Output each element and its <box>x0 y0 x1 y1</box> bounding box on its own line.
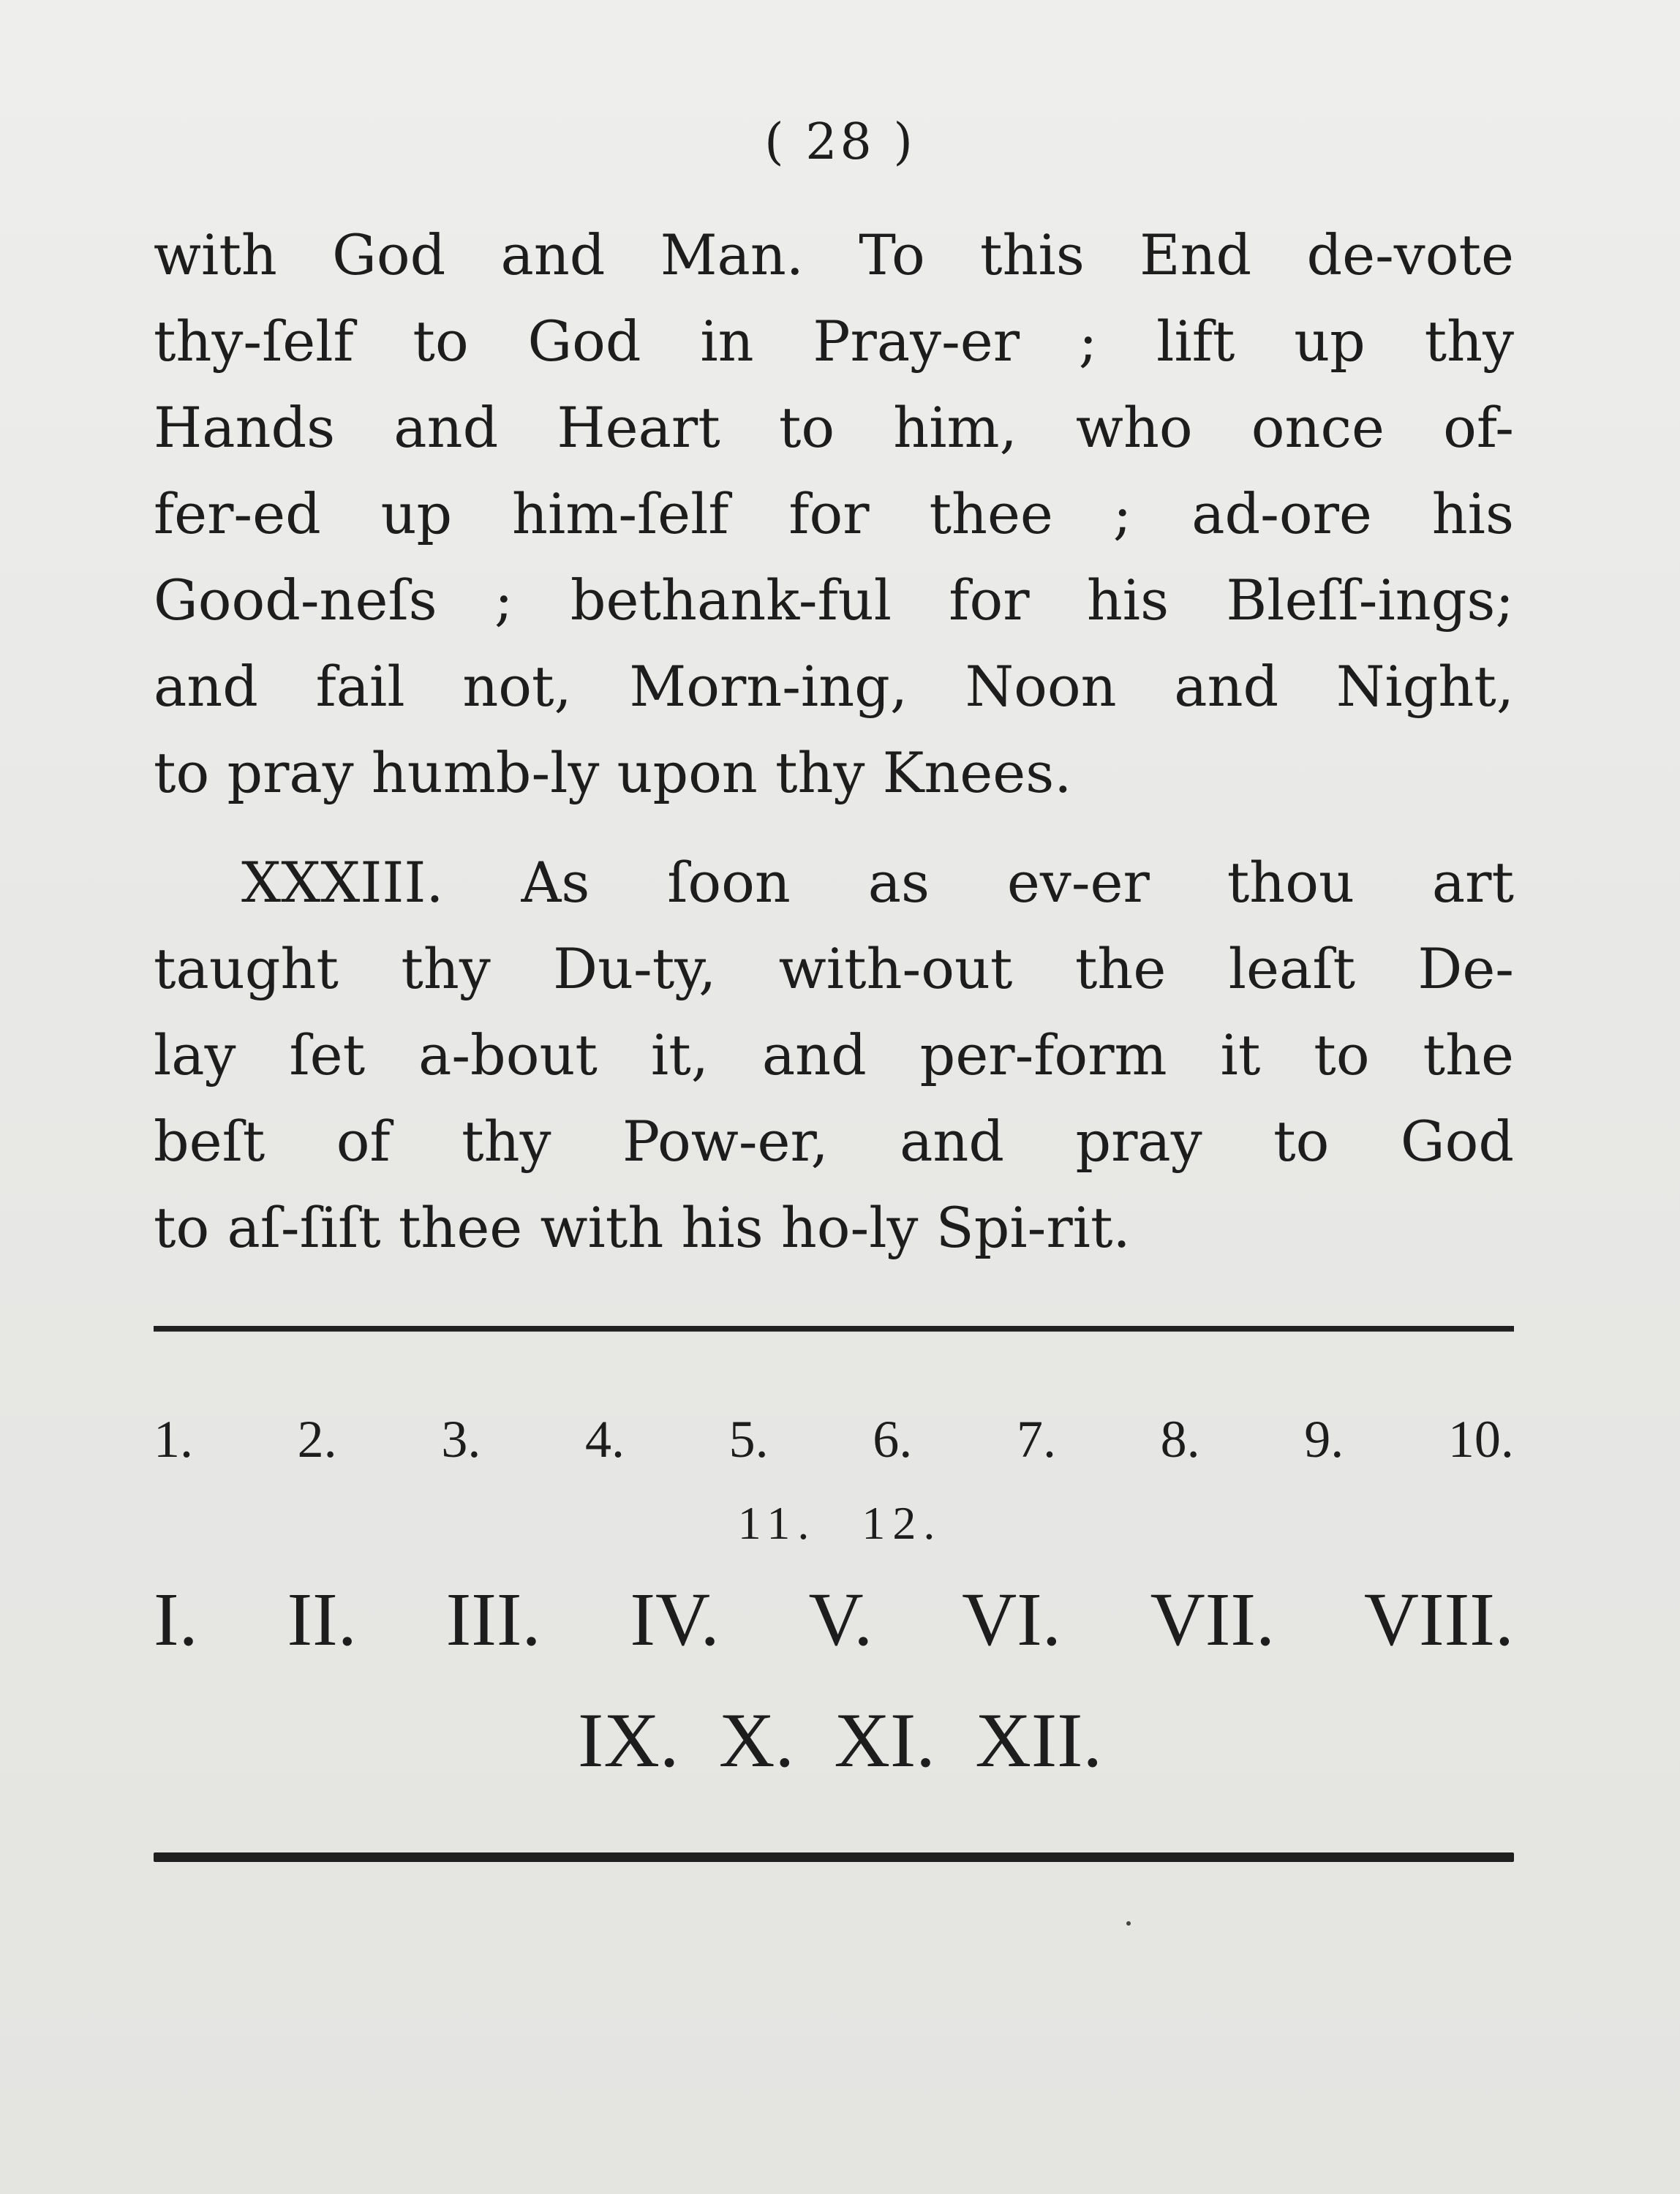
text-line: Hands and Heart to him, who once of- <box>154 395 1514 460</box>
text-line: fer-ed up him-ſelf for thee ; ad-ore his <box>154 481 1514 546</box>
roman-numeral: II. <box>287 1577 357 1662</box>
ink-speck <box>1126 1921 1131 1926</box>
divider-rule-bottom <box>154 1852 1514 1862</box>
roman-numeral: V. <box>808 1577 873 1662</box>
roman-numeral: XI. <box>834 1697 935 1783</box>
roman-numeral: X. <box>718 1697 794 1783</box>
numeral: 2. <box>297 1410 337 1469</box>
text-line: beſt of thy Pow-er, and pray to God <box>154 1109 1514 1174</box>
roman-numeral: I. <box>154 1577 198 1662</box>
text-line: thy-ſelf to God in Pray-er ; lift up thy <box>154 309 1514 374</box>
roman-numerals-row-2 <box>0 1693 1680 1788</box>
numeral: 7. <box>1016 1410 1056 1469</box>
roman-numeral: IV. <box>630 1577 720 1662</box>
text-line: to pray humb-ly upon thy Knees. <box>154 740 1072 805</box>
arabic-numerals-row <box>154 1404 1514 1474</box>
paragraph-xxxiii <box>154 840 1514 1271</box>
numeral: 9. <box>1304 1410 1344 1469</box>
numeral: 4. <box>584 1410 625 1469</box>
text-line: XXXIII. As ſoon as ev-er thou art <box>241 850 1514 915</box>
text-line: Good-neſs ; bethank-ful for his Bleſſ-ings; <box>154 568 1514 633</box>
numeral: 11. <box>737 1497 817 1549</box>
roman-numeral: VII. <box>1150 1577 1276 1662</box>
text-line: with God and Man. To this End de-vote <box>154 222 1514 287</box>
numeral: 3. <box>441 1410 481 1469</box>
roman-numeral: III. <box>445 1577 541 1662</box>
text-line: and fail not, Morn-ing, Noon and Night, <box>154 654 1514 719</box>
divider-rule-top <box>154 1326 1514 1331</box>
text-line: lay ſet a-bout it, and per-form it to the <box>154 1022 1514 1087</box>
numeral: 1. <box>154 1410 193 1469</box>
numeral: 8. <box>1160 1410 1200 1469</box>
text-line: taught thy Du-ty, with-out the leaſt De- <box>154 936 1514 1001</box>
roman-numeral: VIII. <box>1363 1577 1514 1662</box>
numeral: 6. <box>873 1410 913 1469</box>
roman-numeral: IX. <box>578 1697 679 1783</box>
numeral: 5. <box>728 1410 769 1469</box>
numeral: 10. <box>1447 1410 1514 1469</box>
arabic-numerals-row-2 <box>0 1498 1680 1549</box>
roman-numeral: VI. <box>962 1577 1061 1662</box>
roman-numerals-row <box>154 1572 1514 1667</box>
text-line: to aſ-ſiſt thee with his ho-ly Spi-rit. <box>154 1195 1131 1260</box>
paragraph-prayer <box>154 212 1514 816</box>
page-number: ( 28 ) <box>764 113 916 171</box>
numeral: 12. <box>862 1497 943 1549</box>
roman-numeral: XII. <box>975 1697 1102 1783</box>
